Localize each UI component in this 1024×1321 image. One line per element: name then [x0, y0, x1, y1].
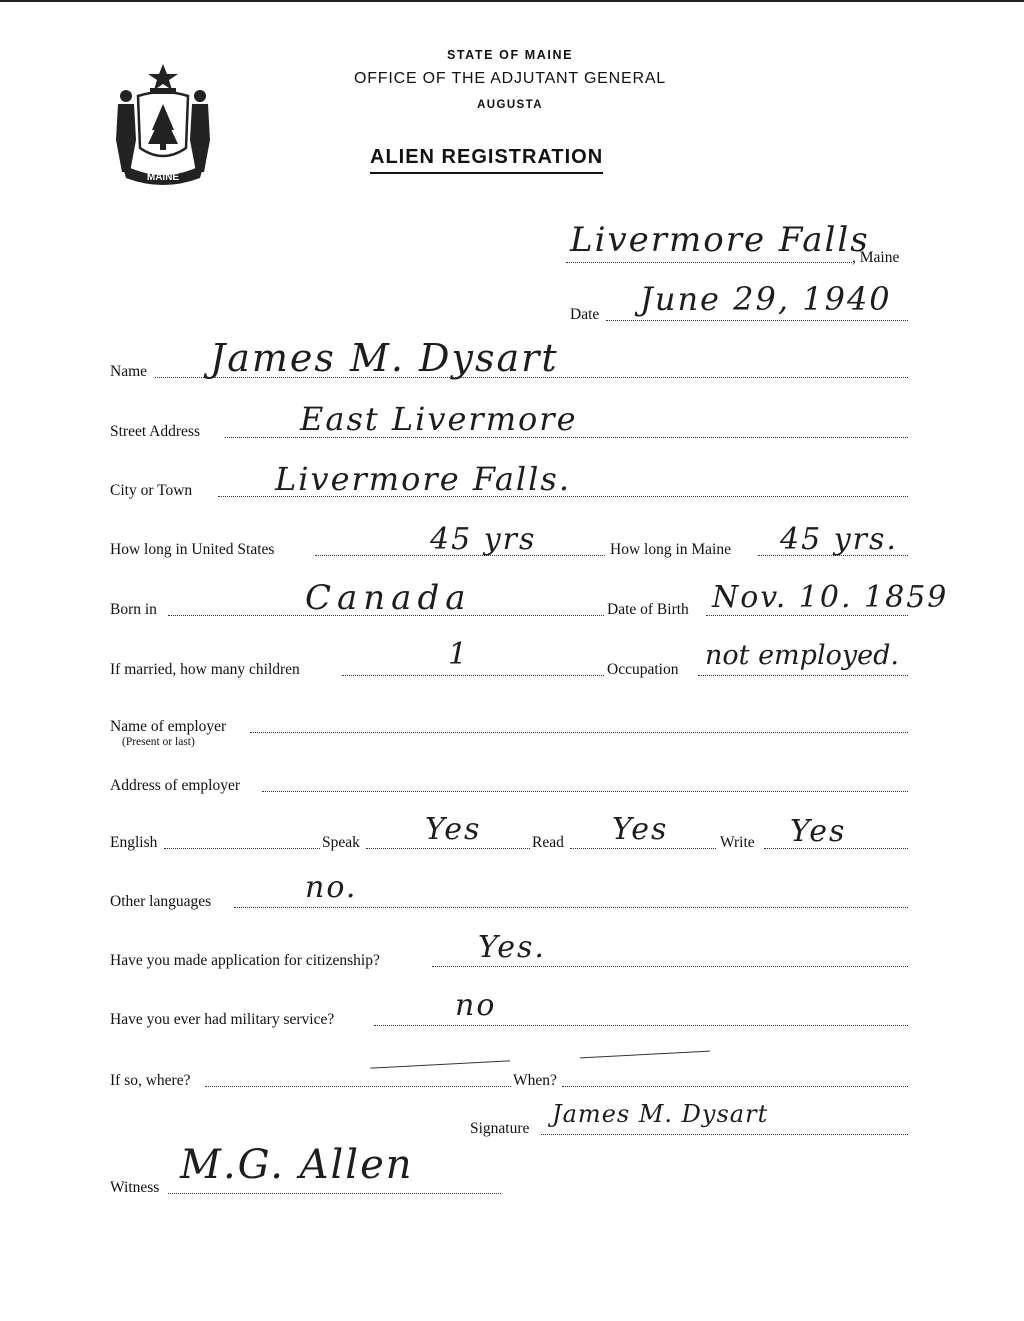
signature-value: James M. Dysart	[552, 1100, 769, 1128]
military-line	[374, 1025, 908, 1026]
english-label: English	[110, 834, 158, 851]
citizenship-line	[432, 966, 908, 967]
signature-label: Signature	[470, 1120, 530, 1137]
where-dash	[370, 1060, 510, 1068]
name-label: Name	[110, 363, 148, 380]
signature-line	[541, 1134, 908, 1135]
place-value: Livermore Falls	[570, 220, 870, 260]
street-value: East Livermore	[300, 400, 578, 438]
occupation-line	[698, 675, 908, 676]
children-label: If married, how many children	[110, 661, 300, 678]
place-suffix-label: , Maine	[852, 249, 900, 266]
when-line	[562, 1086, 908, 1087]
military-value: no	[455, 988, 497, 1023]
office-heading: OFFICE OF THE ADJUTANT GENERAL	[353, 70, 667, 87]
when-dash	[580, 1051, 710, 1059]
employer-name-line	[250, 732, 908, 733]
other-languages-value: no.	[305, 870, 358, 905]
where-label: If so, where?	[110, 1072, 191, 1089]
children-value: 1	[448, 637, 470, 672]
english-line	[164, 848, 320, 849]
where-line	[205, 1086, 511, 1087]
state-seal-icon	[108, 60, 218, 185]
maine-duration-value: 45 yrs.	[780, 522, 898, 557]
name-value: James M. Dysart	[210, 336, 559, 380]
read-line	[570, 848, 716, 849]
other-languages-label: Other languages	[110, 893, 212, 910]
street-label: Street Address	[110, 423, 200, 440]
place-line	[566, 262, 852, 263]
witness-line	[168, 1193, 501, 1194]
state-heading: STATE OF MAINE	[446, 48, 574, 62]
dob-line	[706, 615, 908, 616]
speak-value: Yes	[425, 812, 482, 847]
read-label: Read	[532, 834, 564, 851]
write-value: Yes	[790, 814, 847, 849]
date-value: June 29, 1940	[640, 280, 892, 318]
employer-address-label: Address of employer	[110, 777, 240, 794]
city-value: Livermore Falls.	[275, 460, 571, 498]
form-title: ALIEN REGISTRATION	[370, 146, 603, 174]
date-label: Date	[570, 306, 600, 323]
occupation-value: not employed.	[705, 640, 899, 671]
city-label: City or Town	[110, 482, 193, 499]
dob-label: Date of Birth	[607, 601, 689, 618]
read-value: Yes	[612, 812, 669, 847]
date-line	[606, 320, 908, 321]
speak-label: Speak	[322, 834, 360, 851]
born-in-value: Canada	[305, 578, 472, 618]
citizenship-label: Have you made application for citizenship?	[110, 952, 380, 969]
other-languages-line	[234, 907, 908, 908]
employer-name-label: Name of employer	[110, 718, 227, 735]
speak-line	[366, 848, 530, 849]
military-label: Have you ever had military service?	[110, 1011, 335, 1028]
children-line	[342, 675, 604, 676]
seal-banner-text: MAINE	[146, 172, 180, 183]
employer-note: (Present or last)	[122, 736, 195, 748]
born-in-label: Born in	[110, 601, 157, 618]
employer-address-line	[262, 791, 908, 792]
maine-duration-label: How long in Maine	[610, 541, 731, 558]
city-heading: AUGUSTA	[477, 99, 543, 111]
when-label: When?	[513, 1072, 557, 1089]
us-duration-value: 45 yrs	[430, 522, 537, 557]
write-label: Write	[720, 834, 755, 851]
witness-label: Witness	[110, 1179, 160, 1196]
occupation-label: Occupation	[607, 661, 679, 678]
dob-value: Nov. 10. 1859	[712, 580, 949, 615]
us-duration-label: How long in United States	[110, 541, 275, 558]
citizenship-value: Yes.	[478, 930, 546, 965]
witness-value: M.G. Allen	[180, 1142, 414, 1188]
